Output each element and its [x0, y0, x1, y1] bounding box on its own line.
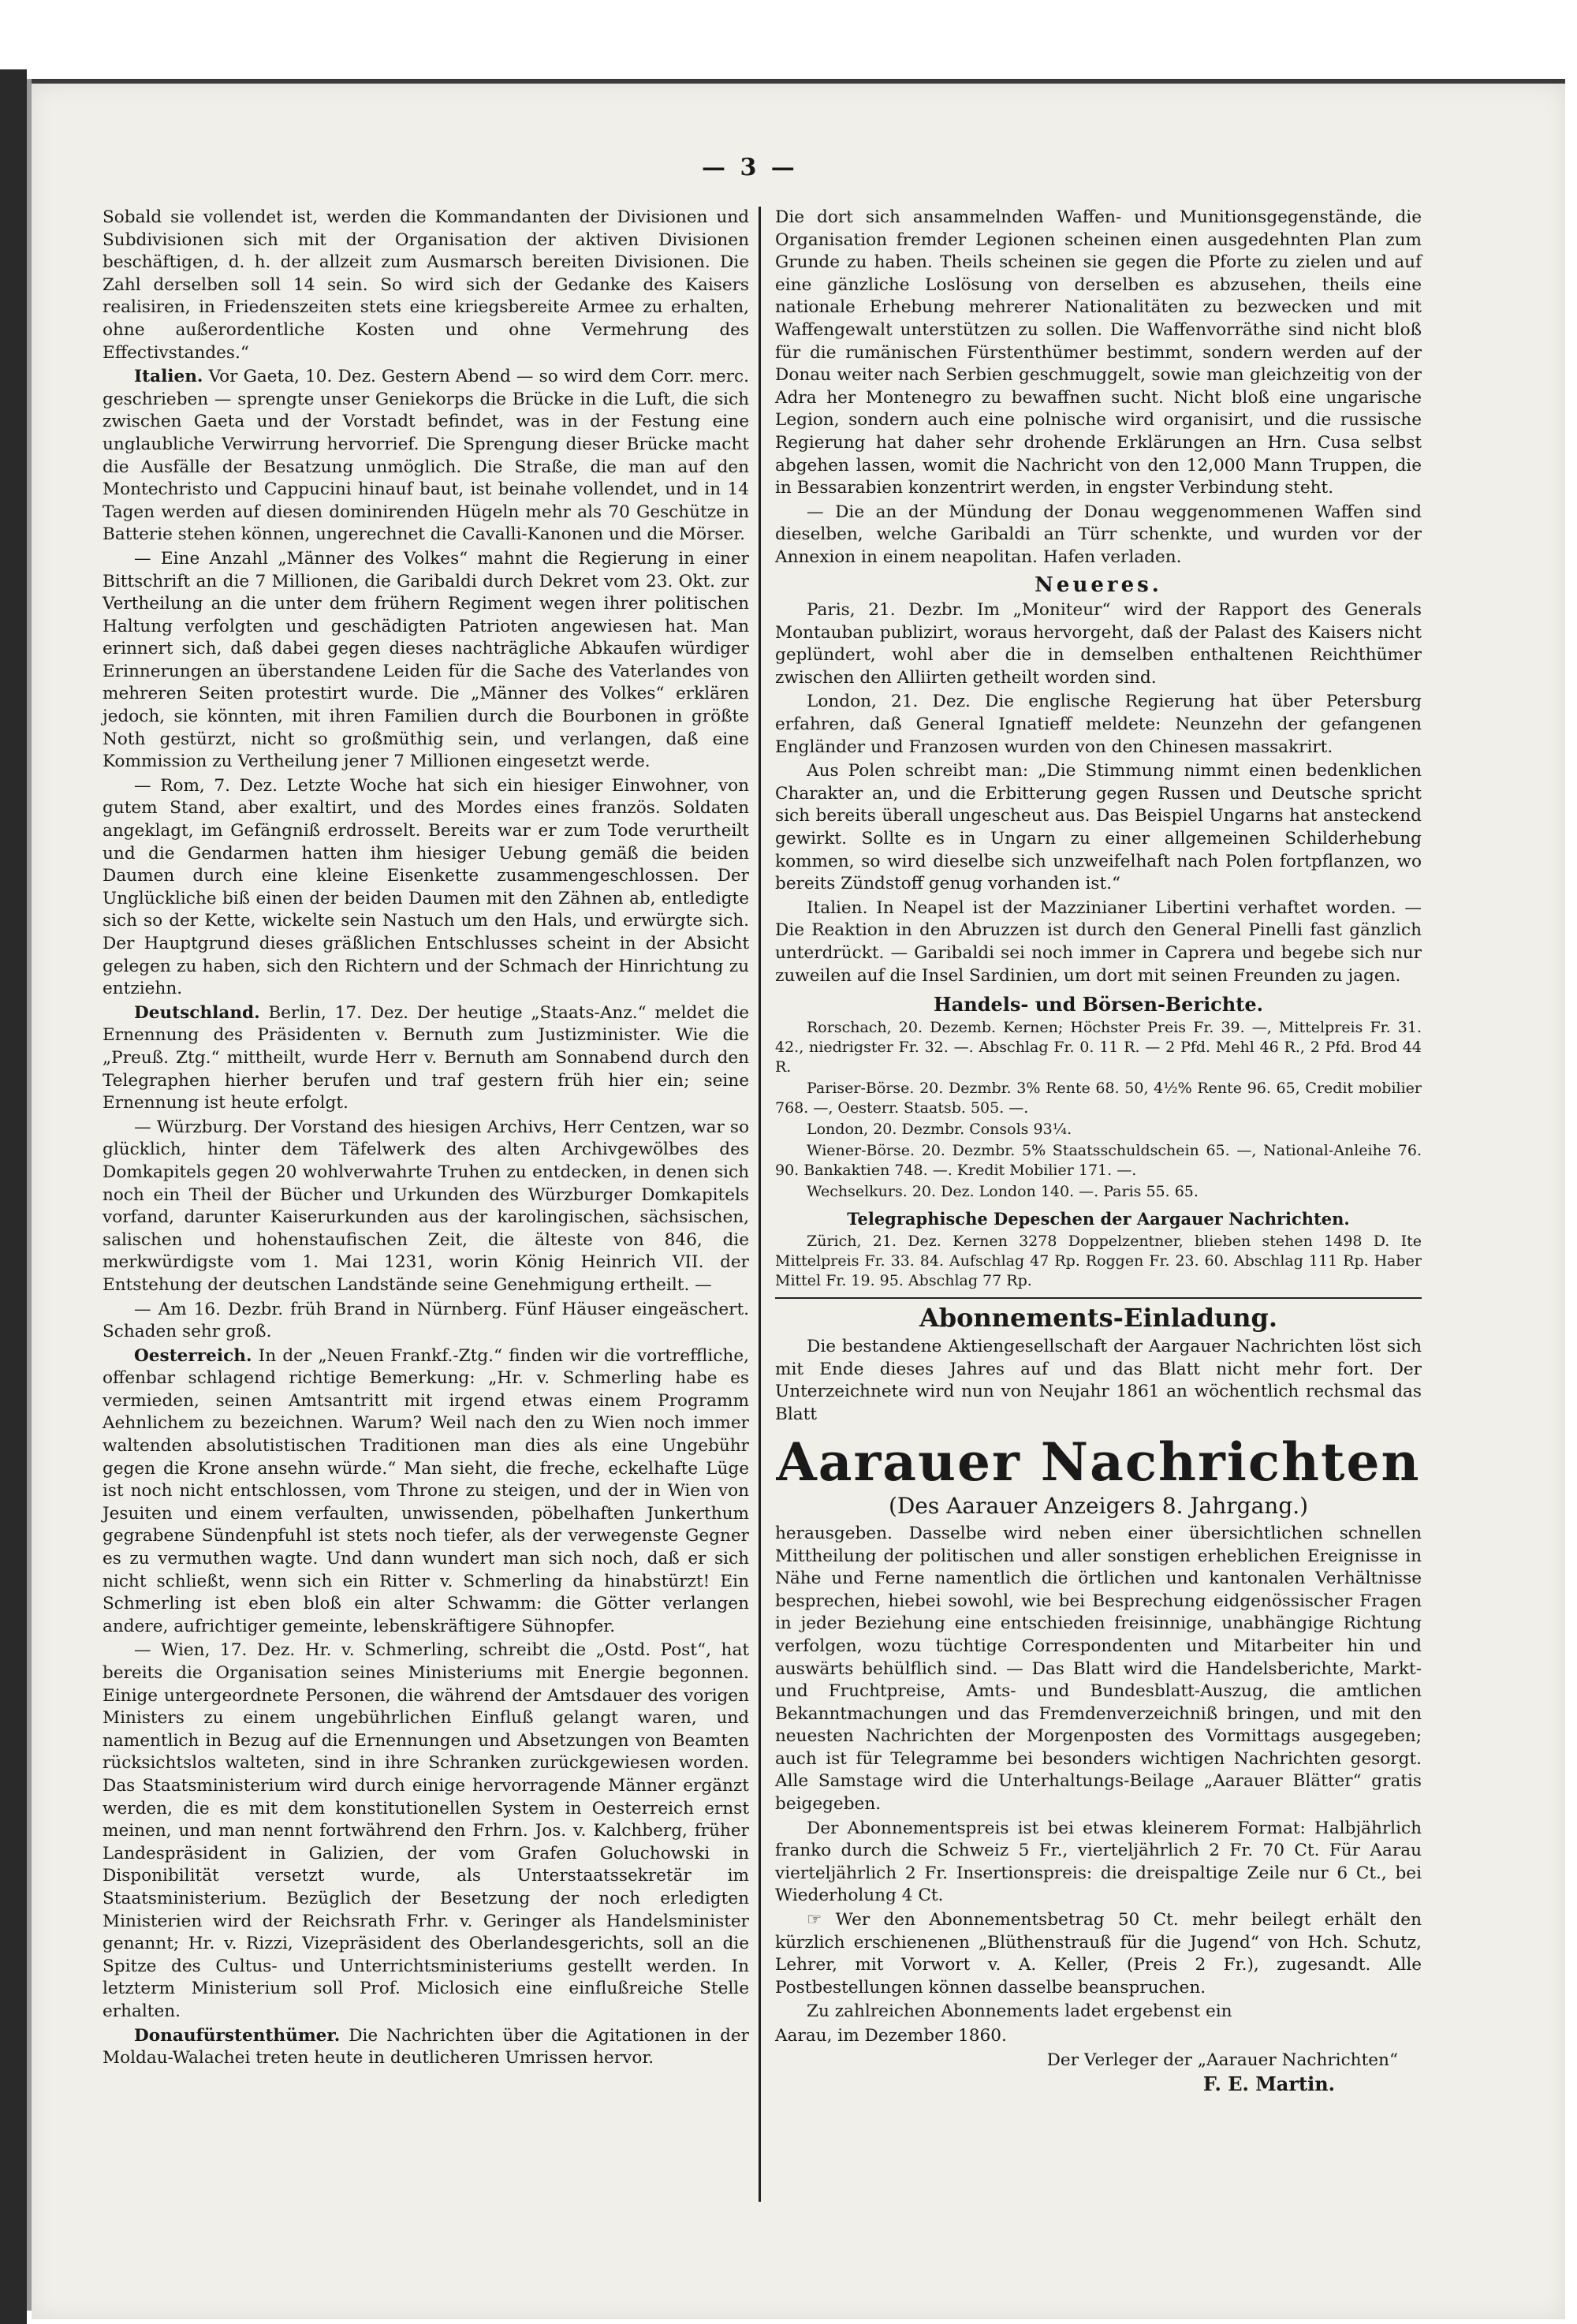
advert-paragraph: herausgeben. Dasselbe wird neben einer übersichtlichen schnellen Mittheilung der politischen und aller sonstigen erheblichen Ereignisse in Nähe und Ferne namentlich die örtlichen und kantonalen Verhältnisse besprechen, hiebei sowohl, wie bei Besprechung eidgenössischer Fragen in jeder Beziehung eine entschieden freisinnige, unabhängige Richtung verfolgen, wozu tüchtige Correspondenten und Mitarbeiter hin und auswärts behülflich sind. — Das Blatt wird die Handelsberichte, Markt- und Fruchtpreise, Amts- und Bundesblatt-Auszug, die amtlichen Bekanntmachungen und das Fremdenverzeichniß bringen, und mit den neuesten Nachrichten der Morgenposten des Vormittags ausgegeben; auch ist für Telegramme bei besonders wichtigen Nachrichten gesorgt. Alle Samstage wird die Unterhaltungs-Beilage „Aarauer Blätter“ gratis beigegeben.: [775, 1523, 1422, 1815]
article-paragraph: — Rom, 7. Dez. Letzte Woche hat sich ein hiesiger Einwohner, von gutem Stand, aber exaltirt, und des Mordes eines französ. Soldaten angeklagt, im Gefängniß erdrosselt. Bereits war er zum Tode verurtheilt und die Gendarmen hatten ihm hiesiger Uebung gemäß die beiden Daumen durch eine kleine Eisenkette zusammengeschlossen. Der Unglückliche biß einen der beiden Daumen mit den Zähnen ab, entledigte sich so der Kette, wickelte sein Nastuch um den Hals, und erwürgte sich. Der Hauptgrund dieses gräßlichen Entschlusses scheint in der Absicht gelegen zu haben, sich den Richtern und der Schmach der Hinrichtung zu entziehn.: [103, 775, 749, 999]
advert-place-date: Aarau, im Dezember 1860.: [775, 2026, 1007, 2046]
advert-heading: Abonnements-Einladung.: [919, 1303, 1278, 1334]
market-wien: Wiener-Börse. 20. Dezmbr. 5% Staatsschuldschein 65. —, National-Anleihe 76. 90. Bankaktien 748. —. Kredit Mobilier 171. —.: [775, 1141, 1422, 1179]
page-margin-top: [0, 0, 1577, 69]
section-heading: Donaufürstenthümer.: [134, 2025, 341, 2046]
article-italien: Italien. Vor Gaeta, 10. Dez. Gestern Abend — so wird dem Corr. merc. geschrieben — sprengte unser Geniekorps die Brücke in die Luft, die sich zwischen Gaeta und der Vorstadt befindet, was in der Festung eine unglaubliche Verwirrung hervorrief. Die Sprengung dieser Brücke macht die Ausfälle der Besatzung unmöglich. Die Straße, die man auf den Montechristo und Cappucini hinauf baut, ist beinahe vollendet, und in 14 Tagen werden auf diesen dominirenden Hügeln mehr als 70 Geschütze in Batterie stehen können, ungerechnet die Cavalli-Kanonen und die Mörser.: [103, 367, 749, 545]
article-paragraph: — Eine Anzahl „Männer des Volkes“ mahnt die Regierung in einer Bittschrift an die 7 Millionen, die Garibaldi durch Dekret vom 23. Okt. zur Vertheilung an die unter dem frühern Regiment wegen ihrer politischen Haltung verfolgten und geschädigten Patrioten angewiesen hat. Man erinnert sich, daß dabei gegen dieses nachträgliche Abkaufen würdiger Erinnerungen an überstandene Leiden für die Sache des Vaterlandes von mehreren Seiten protestirt wurde. Die „Männer des Volkes“ erklären jedoch, sie könnten, mit ihren Familien durch die Bourbonen in größte Noth gestürzt, nicht so großmüthig sein, und verlangen, daß eine Kommission zu Vertheilung jener 7 Millionen eingesetzt werde.: [103, 548, 749, 772]
advert-paragraph: Der Abonnementspreis ist bei etwas kleinerem Format: Halbjährlich franko durch die Schweiz 5 Fr., vierteljährlich 2 Fr. 70 Ct. Für Aarau vierteljährlich 2 Fr. Insertionspreis: die dreispaltige Zeile nur 6 Ct., bei Wiederholung 4 Ct.: [775, 1818, 1422, 1906]
section-heading: Oesterreich.: [134, 1345, 252, 1366]
column-divider: [759, 207, 761, 2202]
news-paris: Paris, 21. Dezbr. Im „Moniteur“ wird der Rapport des Generals Montauban publizirt, woraus hervorgeht, daß der Palast des Kaisers nicht geplündert, wohl aber die in demselben enthaltenen Reichthümer zwischen den Alliirten getheilt worden sind.: [775, 600, 1422, 688]
newspaper-title: Aarauer Nachrichten: [776, 1431, 1421, 1494]
market-paris: Pariser-Börse. 20. Dezmbr. 3% Rente 68. 50, 4½% Rente 96. 65, Credit mobilier 768. —, Oesterr. Staatsb. 505. —.: [775, 1079, 1422, 1117]
section-rule: [775, 1297, 1422, 1299]
article-paragraph: Die dort sich ansammelnden Waffen- und Munitionsgegenstände, die Organisation fremder Legionen scheinen einen ausgedehnten Plan zum Grunde zu haben. Theils scheinen sie gegen die Pforte zu zielen und auf eine gänzliche Loslösung von derselben es abzusehen, theils eine nationale Erhebung mehrerer Nationalitäten zu bezwecken und mit Waffengewalt unterstützen zu sollen. Die Waffenvorräthe sind nicht bloß für die rumänischen Fürstenthümer bestimmt, sondern werden auf der Donau weiter nach Serbien geschmuggelt, sowie man gleichzeitig von der Adra her Montenegro zu bewaffnen sucht. Nicht bloß eine ungarische Legion, sondern auch eine polnische wird organisirt, und die russische Regierung hat daher sehr drohende Erklärungen an Hrn. Cusa selbst abgehen lassen, womit die Nachricht von den 12,000 Mann Truppen, die in Bessarabien konzentrirt werden, in engster Verbindung steht.: [775, 207, 1422, 498]
market-wechsel: Wechselkurs. 20. Dez. London 140. —. Paris 55. 65.: [807, 1182, 1199, 1200]
newspaper-subtitle: (Des Aarauer Anzeigers 8. Jahrgang.): [888, 1493, 1309, 1520]
news-italien: Italien. In Neapel ist der Mazzinianer Libertini verhaftet worden. — Die Reaktion in den Abruzzen ist durch den General Pinelli fast gänzlich unterdrückt. — Garibaldi sei noch immer in Caprera und begebe sich nur zuweilen auf die Insel Sardinien, um dort mit seinen Freunden zu jagen.: [775, 897, 1422, 986]
binding-edge: [0, 69, 27, 2324]
market-zuerich: Zürich, 21. Dez. Kernen 3278 Doppelzentner, blieben stehen 1498 D. Ite Mittelpreis Fr. 33. 84. Aufschlag 47 Rp. Roggen Fr. 23. 60. Abschlag 111 Rp. Haber Mittel Fr. 19. 95. Abschlag 77 Rp.: [775, 1233, 1422, 1290]
market-london: London, 20. Dezmbr. Consols 93¼.: [807, 1120, 1072, 1138]
market-rorschach: Rorschach, 20. Dezemb. Kernen; Höchster Preis Fr. 39. —, Mittelpreis Fr. 31. 42., niedrigster Fr. 32. —. Abschlag Fr. 0. 11 R. — 2 Pfd. Mehl 46 R., 2 Pfd. Brod 44 R.: [775, 1018, 1422, 1076]
section-heading-neueres: Neueres.: [1035, 573, 1162, 597]
section-heading-handel: Handels- und Börsen-Berichte.: [934, 993, 1263, 1017]
advert-paragraph: Zu zahlreichen Abonnements ladet ergebenst ein: [807, 2001, 1232, 2022]
news-polen: Aus Polen schreibt man: „Die Stimmung nimmt einen bedenklichen Charakter an, und die Erbitterung gegen Russen und Deutsche spricht sich bereits überall ungescheut aus. Das Beispiel Ungarns hat ansteckend gewirkt. Sollte es in Ungarn zu einer allgemeinen Schilderhebung kommen, so wird dieselbe sich unzweifelhaft nach Polen fortpflanzen, wo bereits Zündstoff genug vorhanden ist.“: [775, 761, 1422, 894]
section-heading: Deutschland.: [134, 1002, 260, 1023]
right-column: [775, 207, 1422, 2098]
advert-signature-line: Der Verleger der „Aarauer Nachrichten“: [1046, 2050, 1398, 2070]
section-heading-telegraph: Telegraphische Depeschen der Aargauer Nachrichten.: [847, 1208, 1350, 1229]
section-heading: Italien.: [134, 367, 203, 387]
article-paragraph: Sobald sie vollendet ist, werden die Kommandanten der Divisionen und Subdivisionen sich mit der Organisation der aktiven Divisionen beschäftigen, d. h. der allzeit zum Ausmarsch bereiten Divisionen. Die Zahl derselben soll 14 sein. So wird sich der Gedanke des Kaisers realisiren, in Friedenszeiten stets eine kriegsbereite Armee zu erhalten, ohne außerordentliche Kosten und ohne Vermehrung des Effectivstandes.“: [103, 207, 749, 363]
article-paragraph: — Am 16. Dezbr. früh Brand in Nürnberg. Fünf Häuser eingeäschert. Schaden sehr groß.: [103, 1299, 749, 1342]
article-paragraph: — Würzburg. Der Vorstand des hiesigen Archivs, Herr Centzen, war so glücklich, hinter dem Täfelwerk des alten Archivgewölbes des Domkapitels gegen 20 wohlverwahrte Truhen zu entdecken, in denen sich noch ein Theil der Bücher und Urkunden des Würzburger Domkapitels vorfand, darunter Kaiserurkunden aus der karolingischen, sächsischen, salischen und hohenstaufischen Zeit, die älteste von 846, die merkwürdigste vom 1. Mai 1231, worin König Heinrich VII. der Entstehung der deutschen Landstände seine Genehmigung ertheilt. —: [103, 1117, 749, 1295]
news-london: London, 21. Dez. Die englische Regierung hat über Petersburg erfahren, daß General Ignatieff meldete: Neunzehn der gefangenen Engländer und Franzosen wurden von den Chinesen massakrirt.: [775, 692, 1422, 757]
left-column: [103, 207, 749, 2072]
article-donau: Donaufürstenthümer. Die Nachrichten über die Agitationen in der Moldau-Walachei treten heute in deutlicheren Umrissen hervor.: [103, 2025, 749, 2068]
article-deutschland: Deutschland. Berlin, 17. Dez. Der heutige „Staats-Anz.“ meldet die Ernennung des Präsidenten v. Bernuth zum Justizminister. Wie die „Preuß. Ztg.“ mittheilt, wurde Herr v. Bernuth am Sonnabend durch den Telegraphen hierher berufen und traf gestern früh hier ein; seine Ernennung ist heute erfolgt.: [103, 1002, 749, 1114]
advert-paragraph: ☞ Wer den Abonnementsbetrag 50 Ct. mehr beilegt erhält den kürzlich erschienenen „Blüthenstrauß für die Jugend“ von Hch. Schutz, Lehrer, mit Vorwort v. A. Keller, (Preis 2 Fr.), zugesandt. Alle Postbestellungen können dasselbe beanspruchen.: [775, 1910, 1422, 1998]
advert-paragraph: Die bestandene Aktiengesellschaft der Aargauer Nachrichten löst sich mit Ende dieses Jahres auf und das Blatt nicht mehr fort. Der Unterzeichnete wird nun von Neujahr 1861 an wöchentlich rechsmal das Blatt: [775, 1336, 1422, 1424]
page-number: — 3 —: [702, 154, 798, 181]
article-oesterreich: Oesterreich. In der „Neuen Frankf.-Ztg.“ finden wir die vortreffliche, offenbar schlagend richtige Bemerkung: „Hr. v. Schmerling habe es vermieden, seinen Amtsantritt mit irgend etwas einem Programm Aehnlichem zu bezeichnen. Warum? Weil nach den zu Wien noch immer waltenden absolutistischen Traditionen man dies als eine Ungebühr gegen die Krone ansehn würde.“ Man sieht, die freche, eckelhafte Lüge ist noch nicht entschlossen, vom Throne zu steigen, und der in Wien von Jesuiten und einem verfaulten, unwissenden, pöbelhaften Junkerthum gegrabene Sündenpfuhl ist stets noch tiefer, als der verwegenste Gegner es zu vermuthen wagte. Und dann wundert man sich noch, daß er sich nicht schließt, wenn sich ein Ritter v. Schmerling da hinabstürzt! Ein Schmerling ist eben bloß ein alter Schwamm: die Götter verlangen andere, aufrichtiger gemeinte, lebenskräftigere Sühnopfer.: [103, 1345, 749, 1636]
article-paragraph: — Wien, 17. Dez. Hr. v. Schmerling, schreibt die „Ostd. Post“, hat bereits die Organisation seines Ministeriums mit Energie begonnen. Einige untergeordnete Personen, die während der Amtsdauer des vorigen Ministers zu einem ungebührlichen Einfluß gelangt waren, und namentlich in Bezug auf die Ernennungen und Absetzungen von Beamten rücksichtslos walteten, sind in ihre Schranken zurückgewiesen worden. Das Staatsministerium wird durch einige hervorragende Männer ergänzt werden, die es mit dem konstitutionellen System in Oesterreich ernst meinen, und man nennt fortwährend den Frhrn. Jos. v. Kalchberg, früher Landespräsident in Galizien, der vom Grafen Goluchowski in Disponibilität versetzt wurde, als Unterstaatssekretär im Staatsministerium. Bezüglich der Besetzung der noch erledigten Ministerien wird der Reichsrath Frhr. v. Geringer als Handelsminister genannt; Hr. v. Rizzi, Vizepräsident des Oberlandesgerichts, soll an die Spitze des Cultus- und Unterrichtsministeriums gestellt werden. In letzterm Ministerium soll Prof. Miclosich eine einflußreiche Stelle erhalten.: [103, 1640, 749, 2021]
advert-signature-name: F. E. Martin.: [1202, 2072, 1335, 2096]
article-paragraph: — Die an der Mündung der Donau weggenommenen Waffen sind dieselben, welche Garibaldi an Türr schenkte, und wurden vor der Annexion in einem neapolitan. Hafen verladen.: [775, 502, 1422, 567]
